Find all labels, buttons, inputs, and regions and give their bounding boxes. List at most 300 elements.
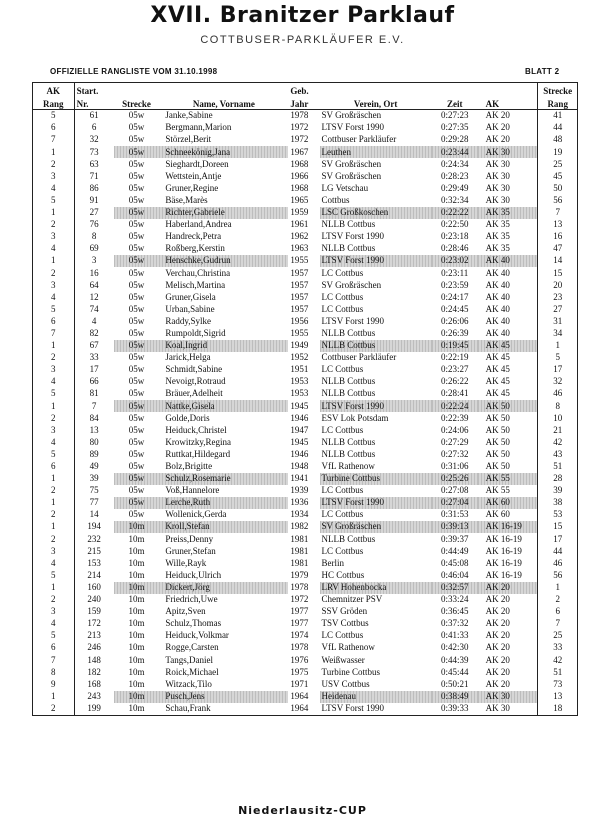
cell-ak-rang: 4 [33, 437, 75, 449]
cell-strecke-rang: 46 [538, 388, 578, 400]
cell-ak: AK 20 [478, 582, 538, 594]
cell-zeit: 0:27:08 [440, 485, 469, 496]
cell-name: Lerche,Ruth [159, 497, 288, 509]
cell-jahr: 1955 [290, 255, 309, 266]
cell-jahr: 1968 [290, 182, 309, 193]
cell-strecke-rang: 15 [538, 521, 578, 533]
cell-strecke: 10m [114, 521, 160, 533]
cell-ak-rang: 5 [33, 388, 75, 400]
cell-start-nr: 194 [74, 521, 114, 533]
cell-zeit: 0:50:21 [440, 678, 469, 689]
cell-strecke-rang: 51 [538, 461, 578, 473]
cell-ak: AK 20 [485, 642, 510, 653]
cell-strecke-rang: 50 [538, 183, 578, 195]
cell-name: Störzel,Berit [165, 134, 212, 145]
cell-strecke: 05w [128, 327, 145, 338]
cell-jahr: 1962 [290, 231, 309, 242]
cell-jahr: 1939 [290, 485, 309, 496]
cell-strecke-rang: 2 [538, 594, 578, 606]
cell-verein: Cottbuser Parkläufer [321, 352, 397, 363]
cell-strecke: 10m [128, 678, 145, 689]
cell-name: Voß,Hannelore [165, 485, 220, 496]
cell-start-nr: 153 [74, 557, 114, 569]
cell-strecke: 10m [128, 594, 145, 605]
cell-ak-rang: 2 [33, 533, 75, 545]
cell-strecke: 05w [128, 315, 145, 326]
cell-strecke-rang: 13 [538, 691, 578, 703]
cell-strecke: 10m [128, 557, 145, 568]
cell-jahr: 1949 [290, 340, 309, 351]
cell-ak: AK 35 [485, 219, 510, 230]
cell-zeit: 0:29:49 [440, 182, 469, 193]
table-row [33, 267, 578, 279]
cell-verein: NLLB Cottbus [321, 388, 376, 399]
cell-start-nr: 64 [74, 279, 114, 291]
cell-strecke-rang: 10 [538, 412, 578, 424]
cell-ak: AK 50 [485, 424, 510, 435]
cell-verein: LC Cottbus [321, 509, 364, 520]
cell-name: Schneekönig,Jana [159, 146, 288, 158]
cell-ak-rang: 5 [33, 630, 75, 642]
cell-verein: NLLB Cottbus [321, 376, 376, 387]
cell-ak: AK 50 [485, 436, 510, 447]
cell-strecke-rang: 44 [538, 545, 578, 557]
cell-ak-rang: 2 [33, 509, 75, 521]
cell-verein: Berlin [321, 557, 345, 568]
cell-zeit: 0:24:17 [440, 291, 469, 302]
cell-start-nr: 4 [74, 316, 114, 328]
cell-ak: AK 16-19 [478, 521, 538, 533]
cell-strecke: 05w [128, 267, 145, 278]
cell-ak-rang: 6 [33, 316, 75, 328]
cell-zeit: 0:37:32 [440, 618, 469, 629]
cell-verein: Cottbus [321, 194, 350, 205]
cell-ak: AK 45 [485, 352, 510, 363]
cell-strecke-rang: 7 [538, 618, 578, 630]
cell-zeit: 0:31:06 [440, 461, 469, 472]
cell-start-nr: 232 [74, 533, 114, 545]
cell-strecke-rang: 51 [538, 666, 578, 678]
cell-ak: AK 16-19 [485, 569, 522, 580]
cell-name: Wille,Rayk [165, 557, 207, 568]
cell-jahr: 1968 [290, 158, 309, 169]
cell-ak: AK 35 [478, 207, 538, 219]
table-row [33, 654, 578, 666]
cell-verein: ESV Lok Potsdam [321, 412, 389, 423]
col-zeit-header: Zeit [432, 96, 478, 110]
cell-zeit: 0:39:33 [432, 703, 478, 716]
cell-name: Gruner,Regine [165, 182, 219, 193]
cell-strecke-rang: 18 [538, 703, 578, 716]
cell-strecke-rang: 14 [538, 255, 578, 267]
cell-strecke-rang: 25 [538, 630, 578, 642]
cell-strecke-rang: 17 [538, 364, 578, 376]
cell-verein: SV Großräschen [321, 110, 382, 121]
cell-zeit: 0:27:29 [440, 436, 469, 447]
cell-strecke-rang: 48 [538, 134, 578, 146]
cell-strecke: 05w [128, 182, 145, 193]
cell-verein: NLLB Cottbus [321, 533, 376, 544]
cell-ak: AK 30 [485, 170, 510, 181]
cell-jahr: 1967 [290, 146, 309, 157]
cell-jahr: 1934 [290, 509, 309, 520]
cell-name: Heiduck,Christel [165, 424, 227, 435]
cell-strecke-rang: 42 [538, 654, 578, 666]
cell-start-nr: 63 [74, 158, 114, 170]
col-ak-header: AK [478, 96, 538, 110]
cell-start-nr: 214 [74, 570, 114, 582]
table-row [33, 582, 578, 594]
cell-ak-rang: 5 [33, 195, 75, 207]
cell-zeit: 0:27:32 [440, 448, 469, 459]
cell-start-nr: 7 [74, 400, 114, 412]
cell-start-nr: 81 [74, 388, 114, 400]
cell-name: Schulz,Rosemarie [159, 473, 288, 485]
cell-strecke-rang: 56 [538, 195, 578, 207]
cell-ak: AK 50 [485, 448, 510, 459]
cell-zeit: 0:39:37 [440, 533, 469, 544]
table-row [33, 243, 578, 255]
cell-ak: AK 20 [485, 666, 510, 677]
cell-strecke-rang: 46 [538, 557, 578, 569]
cell-verein: LSC Großkoschen [320, 207, 432, 219]
table-row [33, 231, 578, 243]
cell-strecke: 10m [128, 618, 145, 629]
cell-verein: SV Großräschen [321, 158, 382, 169]
cell-name: Verchau,Christina [165, 267, 231, 278]
cell-ak-rang: 4 [33, 557, 75, 569]
results-body [33, 110, 578, 716]
cell-strecke-rang: 1 [538, 582, 578, 594]
cell-strecke-rang: 31 [538, 316, 578, 328]
cell-verein: LC Cottbus [321, 291, 364, 302]
cell-strecke-rang: 13 [538, 219, 578, 231]
cell-jahr: 1979 [290, 569, 309, 580]
cell-zeit: 0:24:34 [440, 158, 469, 169]
cell-name: Bolz,Brigitte [165, 461, 213, 472]
table-row [33, 678, 578, 690]
cell-ak-rang: 5 [33, 110, 75, 123]
cell-ak: AK 30 [485, 158, 510, 169]
cell-jahr: 1966 [290, 170, 309, 181]
cell-ak: AK 20 [485, 630, 510, 641]
cell-verein: USV Cottbus [321, 678, 370, 689]
cell-verein: LTSV Forst 1990 [321, 231, 385, 242]
cell-zeit: 0:22:24 [432, 400, 478, 412]
cell-name: Kroll,Stefan [159, 521, 288, 533]
cell-jahr: 1981 [290, 533, 309, 544]
cell-ak: AK 45 [485, 388, 510, 399]
cell-start-nr: 172 [74, 618, 114, 630]
cell-verein: LC Cottbus [321, 303, 364, 314]
cell-name: Heiduck,Volkmar [165, 630, 229, 641]
table-row [33, 545, 578, 557]
cell-start-nr: 3 [74, 255, 114, 267]
cell-verein: NLLB Cottbus [320, 340, 432, 352]
cell-strecke: 10m [114, 691, 160, 703]
cell-verein: LTSV Forst 1990 [320, 703, 432, 716]
cell-start-nr: 32 [74, 134, 114, 146]
cell-strecke: 05w [128, 194, 145, 205]
cell-zeit: 0:45:08 [440, 557, 469, 568]
cell-strecke: 05w [128, 110, 145, 121]
table-row [33, 170, 578, 182]
col-start-header-2: Nr. [74, 96, 114, 110]
cell-strecke: 05w [128, 509, 145, 520]
cell-start-nr: 168 [74, 678, 114, 690]
cell-ak-rang: 1 [33, 340, 75, 352]
header-spacer [478, 83, 538, 97]
cell-strecke-rang: 56 [538, 570, 578, 582]
cell-start-nr: 246 [74, 642, 114, 654]
table-row [33, 207, 578, 219]
cell-jahr: 1953 [290, 388, 309, 399]
cell-strecke: 05w [128, 243, 145, 254]
cell-strecke-rang: 39 [538, 485, 578, 497]
cell-ak: AK 50 [478, 400, 538, 412]
cell-ak-rang: 1 [33, 473, 75, 485]
cell-verein: LC Cottbus [321, 364, 364, 375]
cell-strecke: 05w [128, 376, 145, 387]
cell-strecke: 10m [128, 654, 145, 665]
cell-verein: SV Großräschen [320, 521, 432, 533]
table-row [33, 219, 578, 231]
cell-zeit: 0:26:22 [440, 376, 469, 387]
cell-name: Apitz,Sven [165, 606, 206, 617]
cell-ak: AK 16-19 [485, 557, 522, 568]
cell-strecke-rang: 28 [538, 473, 578, 485]
cell-start-nr: 213 [74, 630, 114, 642]
cell-verein: Leuthen [320, 146, 432, 158]
cell-start-nr: 12 [74, 291, 114, 303]
header-spacer [432, 83, 478, 97]
cell-name: Rogge,Carsten [165, 642, 219, 653]
cell-start-nr: 66 [74, 376, 114, 388]
cell-zeit: 0:41:33 [440, 630, 469, 641]
cell-jahr: 1953 [290, 376, 309, 387]
cell-start-nr: 82 [74, 328, 114, 340]
table-row [33, 146, 578, 158]
cell-name: Ruttkat,Hildegard [165, 448, 231, 459]
cell-zeit: 0:27:35 [440, 122, 469, 133]
cell-zeit: 0:22:39 [440, 412, 469, 423]
cell-verein: NLLB Cottbus [321, 448, 376, 459]
cell-ak-rang: 3 [33, 424, 75, 436]
cell-jahr: 1978 [290, 642, 309, 653]
cell-name: Koal,Ingrid [159, 340, 288, 352]
cell-start-nr: 8 [74, 231, 114, 243]
cell-strecke-rang: 21 [538, 424, 578, 436]
cell-zeit: 0:28:41 [440, 388, 469, 399]
table-row [33, 461, 578, 473]
cell-jahr: 1972 [290, 122, 309, 133]
cell-ak-rang: 1 [33, 146, 75, 158]
cell-ak-rang: 7 [33, 134, 75, 146]
col-strecke-rang-header-1: Strecke [538, 83, 578, 97]
cell-strecke-rang: 44 [538, 122, 578, 134]
cell-verein: Turbine Cottbus [320, 473, 432, 485]
cell-start-nr: 13 [74, 424, 114, 436]
cell-zeit: 0:22:22 [432, 207, 478, 219]
cell-name: Wettstein,Antje [165, 170, 222, 181]
cell-strecke-rang: 73 [538, 678, 578, 690]
cell-start-nr: 89 [74, 449, 114, 461]
cell-verein: NLLB Cottbus [321, 219, 376, 230]
table-row [33, 642, 578, 654]
cell-ak: AK 20 [485, 654, 510, 665]
cell-name: Wollenick,Gerda [165, 509, 227, 520]
cell-strecke: 05w [114, 255, 160, 267]
cell-jahr: 1977 [290, 618, 309, 629]
col-jahr-header-2: Jahr [288, 96, 319, 110]
col-jahr-header-1: Geb. [288, 83, 319, 97]
cell-name: Janke,Sabine [165, 110, 213, 121]
table-row [33, 364, 578, 376]
cell-ak-rang: 6 [33, 642, 75, 654]
cell-ak-rang: 4 [33, 376, 75, 388]
table-row [33, 533, 578, 545]
table-row [33, 183, 578, 195]
table-row [33, 400, 578, 412]
table-row [33, 473, 578, 485]
cell-start-nr: 17 [74, 364, 114, 376]
cell-ak: AK 50 [485, 461, 510, 472]
cell-jahr: 1956 [290, 315, 309, 326]
cell-verein: NLLB Cottbus [321, 436, 376, 447]
table-row [33, 158, 578, 170]
cell-ak: AK 20 [485, 110, 510, 121]
cell-start-nr: 76 [74, 219, 114, 231]
cell-strecke: 05w [128, 231, 145, 242]
cell-ak-rang: 1 [33, 582, 75, 594]
cell-name: Bergmann,Marion [165, 122, 232, 133]
cell-name: Roick,Michael [165, 666, 219, 677]
cell-ak: AK 35 [485, 243, 510, 254]
cell-zeit: 0:24:06 [440, 424, 469, 435]
table-row [33, 328, 578, 340]
header-spacer [114, 83, 160, 97]
cell-strecke-rang: 20 [538, 279, 578, 291]
cell-ak-rang: 2 [33, 352, 75, 364]
cell-ak: AK 40 [485, 315, 510, 326]
cell-name: Schmidt,Sabine [165, 364, 223, 375]
cell-verein: VfL Rathenow [321, 461, 375, 472]
cell-jahr: 1952 [290, 352, 309, 363]
cell-jahr: 1982 [290, 521, 309, 532]
cell-jahr: 1951 [290, 364, 309, 375]
cell-ak: AK 30 [485, 182, 510, 193]
cell-verein: LC Cottbus [321, 267, 364, 278]
cell-name: Tangs,Daniel [165, 654, 213, 665]
cell-zeit: 0:27:23 [440, 110, 469, 121]
cell-jahr: 1959 [290, 207, 309, 218]
cell-strecke: 10m [128, 606, 145, 617]
cell-start-nr: 243 [74, 691, 114, 703]
table-row [33, 521, 578, 533]
cell-ak: AK 45 [478, 340, 538, 352]
cell-verein: SSV Gröden [321, 606, 368, 617]
table-row [33, 594, 578, 606]
cell-ak-rang: 7 [33, 328, 75, 340]
cell-strecke: 05w [128, 122, 145, 133]
table-row [33, 122, 578, 134]
cell-start-nr: 159 [74, 606, 114, 618]
cell-jahr: 1963 [290, 243, 309, 254]
cell-ak-rang: 8 [33, 666, 75, 678]
cell-start-nr: 71 [74, 170, 114, 182]
cell-name: Bäse,Marès [165, 194, 208, 205]
table-row [33, 618, 578, 630]
cell-ak-rang: 2 [33, 158, 75, 170]
cell-zeit: 0:23:11 [441, 267, 469, 278]
cell-ak-rang: 1 [33, 691, 75, 703]
cell-ak-rang: 3 [33, 545, 75, 557]
cell-strecke: 05w [128, 291, 145, 302]
cell-strecke: 05w [128, 388, 145, 399]
cell-start-nr: 148 [74, 654, 114, 666]
cell-strecke: 05w [114, 497, 160, 509]
cell-ak: AK 55 [478, 473, 538, 485]
table-row [33, 340, 578, 352]
cell-strecke: 10m [114, 703, 160, 716]
cell-ak-rang: 1 [33, 497, 75, 509]
cell-name: Nattke,Gisela [159, 400, 288, 412]
cell-verein: Chemnitzer PSV [321, 594, 383, 605]
cell-strecke-rang: 47 [538, 243, 578, 255]
table-row [33, 304, 578, 316]
cell-ak: AK 40 [485, 279, 510, 290]
results-table [32, 82, 578, 716]
cell-jahr: 1977 [290, 606, 309, 617]
cell-jahr: 1972 [290, 134, 309, 145]
cell-strecke: 05w [128, 448, 145, 459]
cell-verein: Cottbuser Parkläufer [321, 134, 397, 145]
cell-zeit: 0:23:02 [432, 255, 478, 267]
cell-ak-rang: 6 [33, 122, 75, 134]
table-row [33, 134, 578, 146]
cell-name: Golde,Doris [165, 412, 210, 423]
cell-name: Schau,Frank [159, 703, 288, 716]
cell-zeit: 0:36:45 [440, 606, 469, 617]
cell-ak: AK 30 [478, 146, 538, 158]
cell-jahr: 1978 [290, 581, 309, 592]
cell-name: Sieghardt,Doreen [165, 158, 229, 169]
cup-footer: Niederlausitz-CUP [238, 804, 367, 817]
cell-zeit: 0:32:57 [432, 582, 478, 594]
cell-ak-rang: 9 [33, 678, 75, 690]
cell-strecke: 05w [128, 436, 145, 447]
cell-strecke-rang: 53 [538, 509, 578, 521]
cell-ak: AK 40 [485, 291, 510, 302]
cell-ak: AK 30 [485, 194, 510, 205]
cell-start-nr: 16 [74, 267, 114, 279]
cell-ak-rang: 7 [33, 654, 75, 666]
cell-name: Handreck,Petra [165, 231, 222, 242]
table-row [33, 691, 578, 703]
cell-start-nr: 215 [74, 545, 114, 557]
cell-strecke-rang: 6 [538, 606, 578, 618]
table-row [33, 424, 578, 436]
cell-start-nr: 80 [74, 437, 114, 449]
ranking-list-date: OFFIZIELLE RANGLISTE VOM 31.10.1998 [50, 67, 218, 76]
table-row [33, 279, 578, 291]
cell-jahr: 1981 [290, 545, 309, 556]
cell-ak: AK 16-19 [485, 545, 522, 556]
cell-verein: LC Cottbus [321, 630, 364, 641]
cell-ak: AK 40 [485, 327, 510, 338]
cell-ak-rang: 2 [33, 412, 75, 424]
cell-zeit: 0:19:45 [432, 340, 478, 352]
